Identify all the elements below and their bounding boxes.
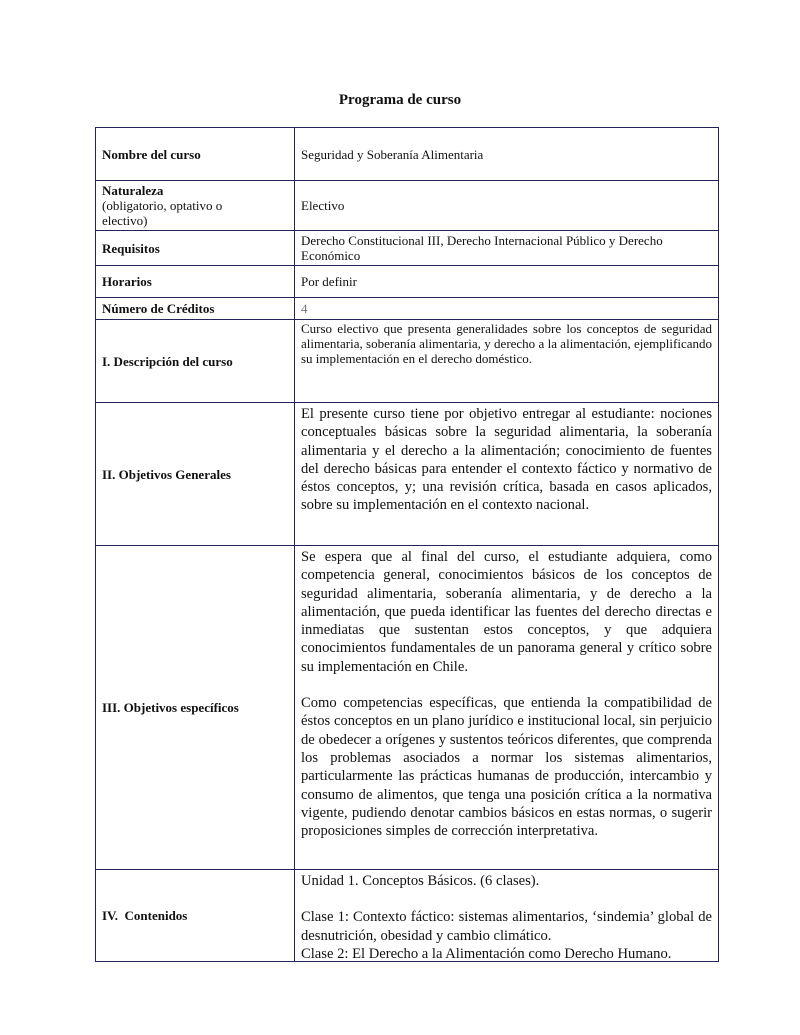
row-general-objectives (96, 402, 718, 545)
contents-value (295, 870, 718, 961)
general-objectives-value: El presente curso tiene por objetivo entregar al estudiante: nociones conceptuales básicas sobre la seguridad alimentaria, la soberanía alimentaria y el derecho a la alimentación; conocimiento de fuentes del derecho básicas para entender el contexto fáctico y normativo de éstos conceptos, y; una revisión crítica, basada en casos aplicados, sobre su implementación en el contexto nacional. (301, 406, 712, 514)
unit-title: Unidad 1. Conceptos Básicos. (6 clases). (301, 873, 540, 889)
paragraph: Se espera que al final del curso, el estudiante adquiera, como competencia general, conocimientos básicos de los conceptos de seguridad alimentaria, soberanía alimentaria, y de derecho a la alimentación, que pueda identificar las fuentes del derecho directas e inmediatas que sustentan estos conceptos, y que adquiera conocimientos fundamentales de un panorama general y crítico sobre su implementación en Chile. (301, 549, 712, 675)
row-label: IV. Contenidos (96, 870, 295, 961)
row-course-name (96, 128, 718, 180)
course-name-value: Seguridad y Soberanía Alimentaria (301, 146, 484, 162)
specific-objectives-value (295, 546, 718, 869)
row-label: II. Objetivos Generales (96, 403, 295, 545)
row-nature (96, 180, 718, 230)
nature-value: Electivo (301, 198, 345, 213)
row-requirements (96, 230, 718, 265)
row-label: Naturaleza (obligatorio, optativo o electivo) (96, 181, 295, 230)
paragraph: Como competencias específicas, que entienda la compatibilidad de éstos conceptos en un plano jurídico e institucional local, sin perjuicio de obedecer a orígenes y sustentos teóricos diferentes, que comprenda los problemas asociados a normar los sistemas alimentarios, particularmente las prácticas humanas de producción, intercambio y consumo de alimentos, que tenga una posición crítica a la normativa vigente, pudiendo denotar cambios básicos en estas normas, o sugerir proposiciones simples de corrección interpretativa. (301, 695, 712, 840)
row-credits (96, 297, 718, 319)
row-label: Nombre del curso (96, 128, 295, 180)
row-label: Requisitos (96, 231, 295, 265)
course-program-table (95, 127, 719, 962)
row-label: Número de Créditos (96, 298, 295, 319)
document-title: Programa de curso (338, 92, 462, 108)
row-label: Horarios (96, 266, 295, 297)
requirements-value: Derecho Constitucional III, Derecho Internacional Público y Derecho Económico (301, 233, 663, 263)
row-schedule (96, 265, 718, 297)
class-item: Clase 2: El Derecho a la Alimentación como Derecho Humano. (301, 945, 672, 962)
schedule-value: Por definir (301, 274, 357, 289)
label-note: (obligatorio, optativo o electivo) (102, 198, 223, 228)
row-label: I. Descripción del curso (96, 320, 295, 402)
class-item: Clase 1: Contexto fáctico: sistemas alimentarios, ‘sindemia’ global de desnutrición, obesidad y cambio climático. (301, 909, 712, 944)
row-description (96, 319, 718, 402)
description-value: Curso electivo que presenta generalidades sobre los conceptos de seguridad alimentaria, soberanía alimentaria, y derecho a la alimentación, ejemplificando su implementación en el derecho doméstico. (301, 321, 712, 366)
row-contents (96, 869, 718, 961)
row-specific-objectives (96, 545, 718, 869)
row-label: III. Objetivos específicos (96, 546, 295, 869)
credits-value: 4 (301, 301, 308, 316)
